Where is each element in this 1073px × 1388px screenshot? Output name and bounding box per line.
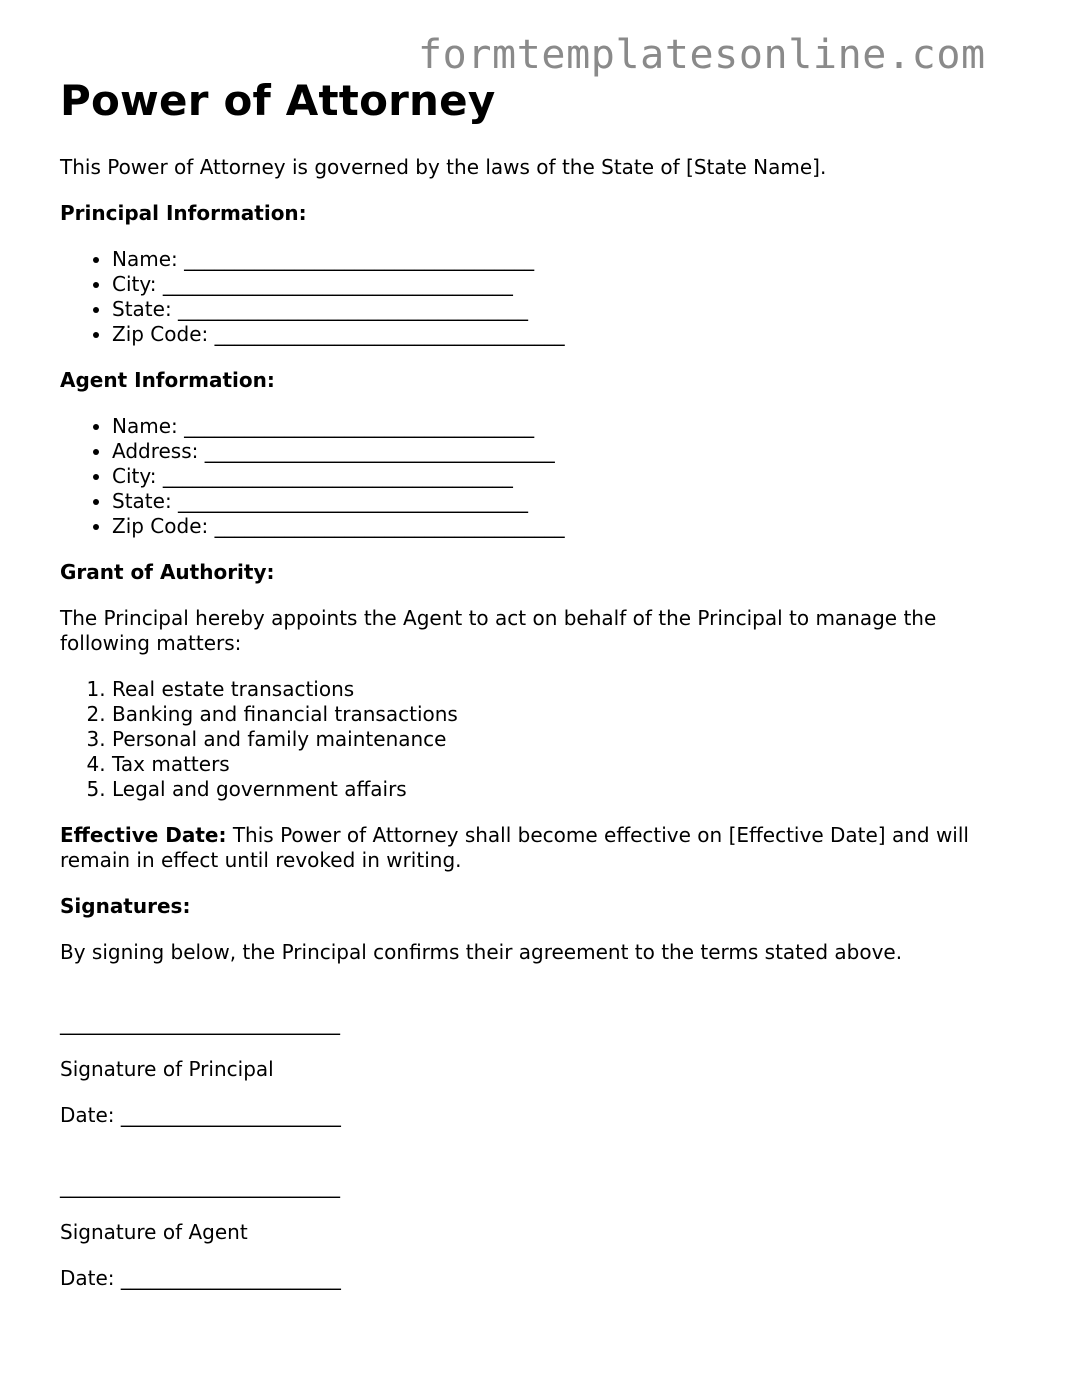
agent-state-field: • State: ___________________________________ [112, 489, 1030, 514]
agent-heading: Agent Information: [60, 368, 275, 392]
matter-item: 3. Personal and family maintenance [112, 727, 1030, 752]
document-page [60, 74, 1030, 1291]
effective-date-paragraph [60, 823, 1030, 873]
agent-name-field: • Name: ___________________________________ [112, 414, 1030, 439]
principal-state-field: • State: ___________________________________ [112, 297, 1030, 322]
matter-item: 2. Banking and financial transactions [112, 702, 1030, 727]
principal-fields-list [60, 247, 1030, 347]
agent-fields-list [60, 414, 1030, 539]
effective-date-label: Effective Date: [60, 823, 227, 847]
signatures-text: By signing below, the Principal confirms their agreement to the terms stated above. [60, 940, 903, 964]
matter-item: 4. Tax matters [112, 752, 1030, 777]
agent-city-field: • City: ___________________________________ [112, 464, 1030, 489]
principal-name-field: • Name: ___________________________________ [112, 247, 1030, 272]
page-title: Power of Attorney [60, 76, 496, 125]
matters-list [60, 677, 1030, 802]
signatures-heading: Signatures: [60, 894, 191, 918]
principal-date-field: Date: ______________________ [60, 1103, 341, 1127]
principal-heading: Principal Information: [60, 201, 307, 225]
watermark: formtemplatesonline.com [418, 32, 986, 78]
principal-signature-line: ____________________________ [60, 1011, 340, 1035]
agent-date-field: Date: ______________________ [60, 1266, 341, 1290]
matter-item: 1. Real estate transactions [112, 677, 1030, 702]
agent-signature-line: ____________________________ [60, 1174, 340, 1198]
agent-signature-label: Signature of Agent [60, 1220, 248, 1244]
grant-text: The Principal hereby appoints the Agent to act on behalf of the Principal to manage the following matters: [60, 606, 937, 655]
agent-zip-field: • Zip Code: ___________________________________ [112, 514, 1030, 539]
principal-city-field: • City: ___________________________________ [112, 272, 1030, 297]
principal-zip-field: • Zip Code: ___________________________________ [112, 322, 1030, 347]
intro-text: This Power of Attorney is governed by the laws of the State of [State Name]. [60, 155, 827, 179]
matter-item: 5. Legal and government affairs [112, 777, 1030, 802]
effective-date-text: This Power of Attorney shall become effective on [Effective Date] and will remain in effect until revoked in writing. [60, 823, 969, 872]
principal-signature-label: Signature of Principal [60, 1057, 274, 1081]
agent-address-field: • Address: ___________________________________ [112, 439, 1030, 464]
grant-heading: Grant of Authority: [60, 560, 275, 584]
